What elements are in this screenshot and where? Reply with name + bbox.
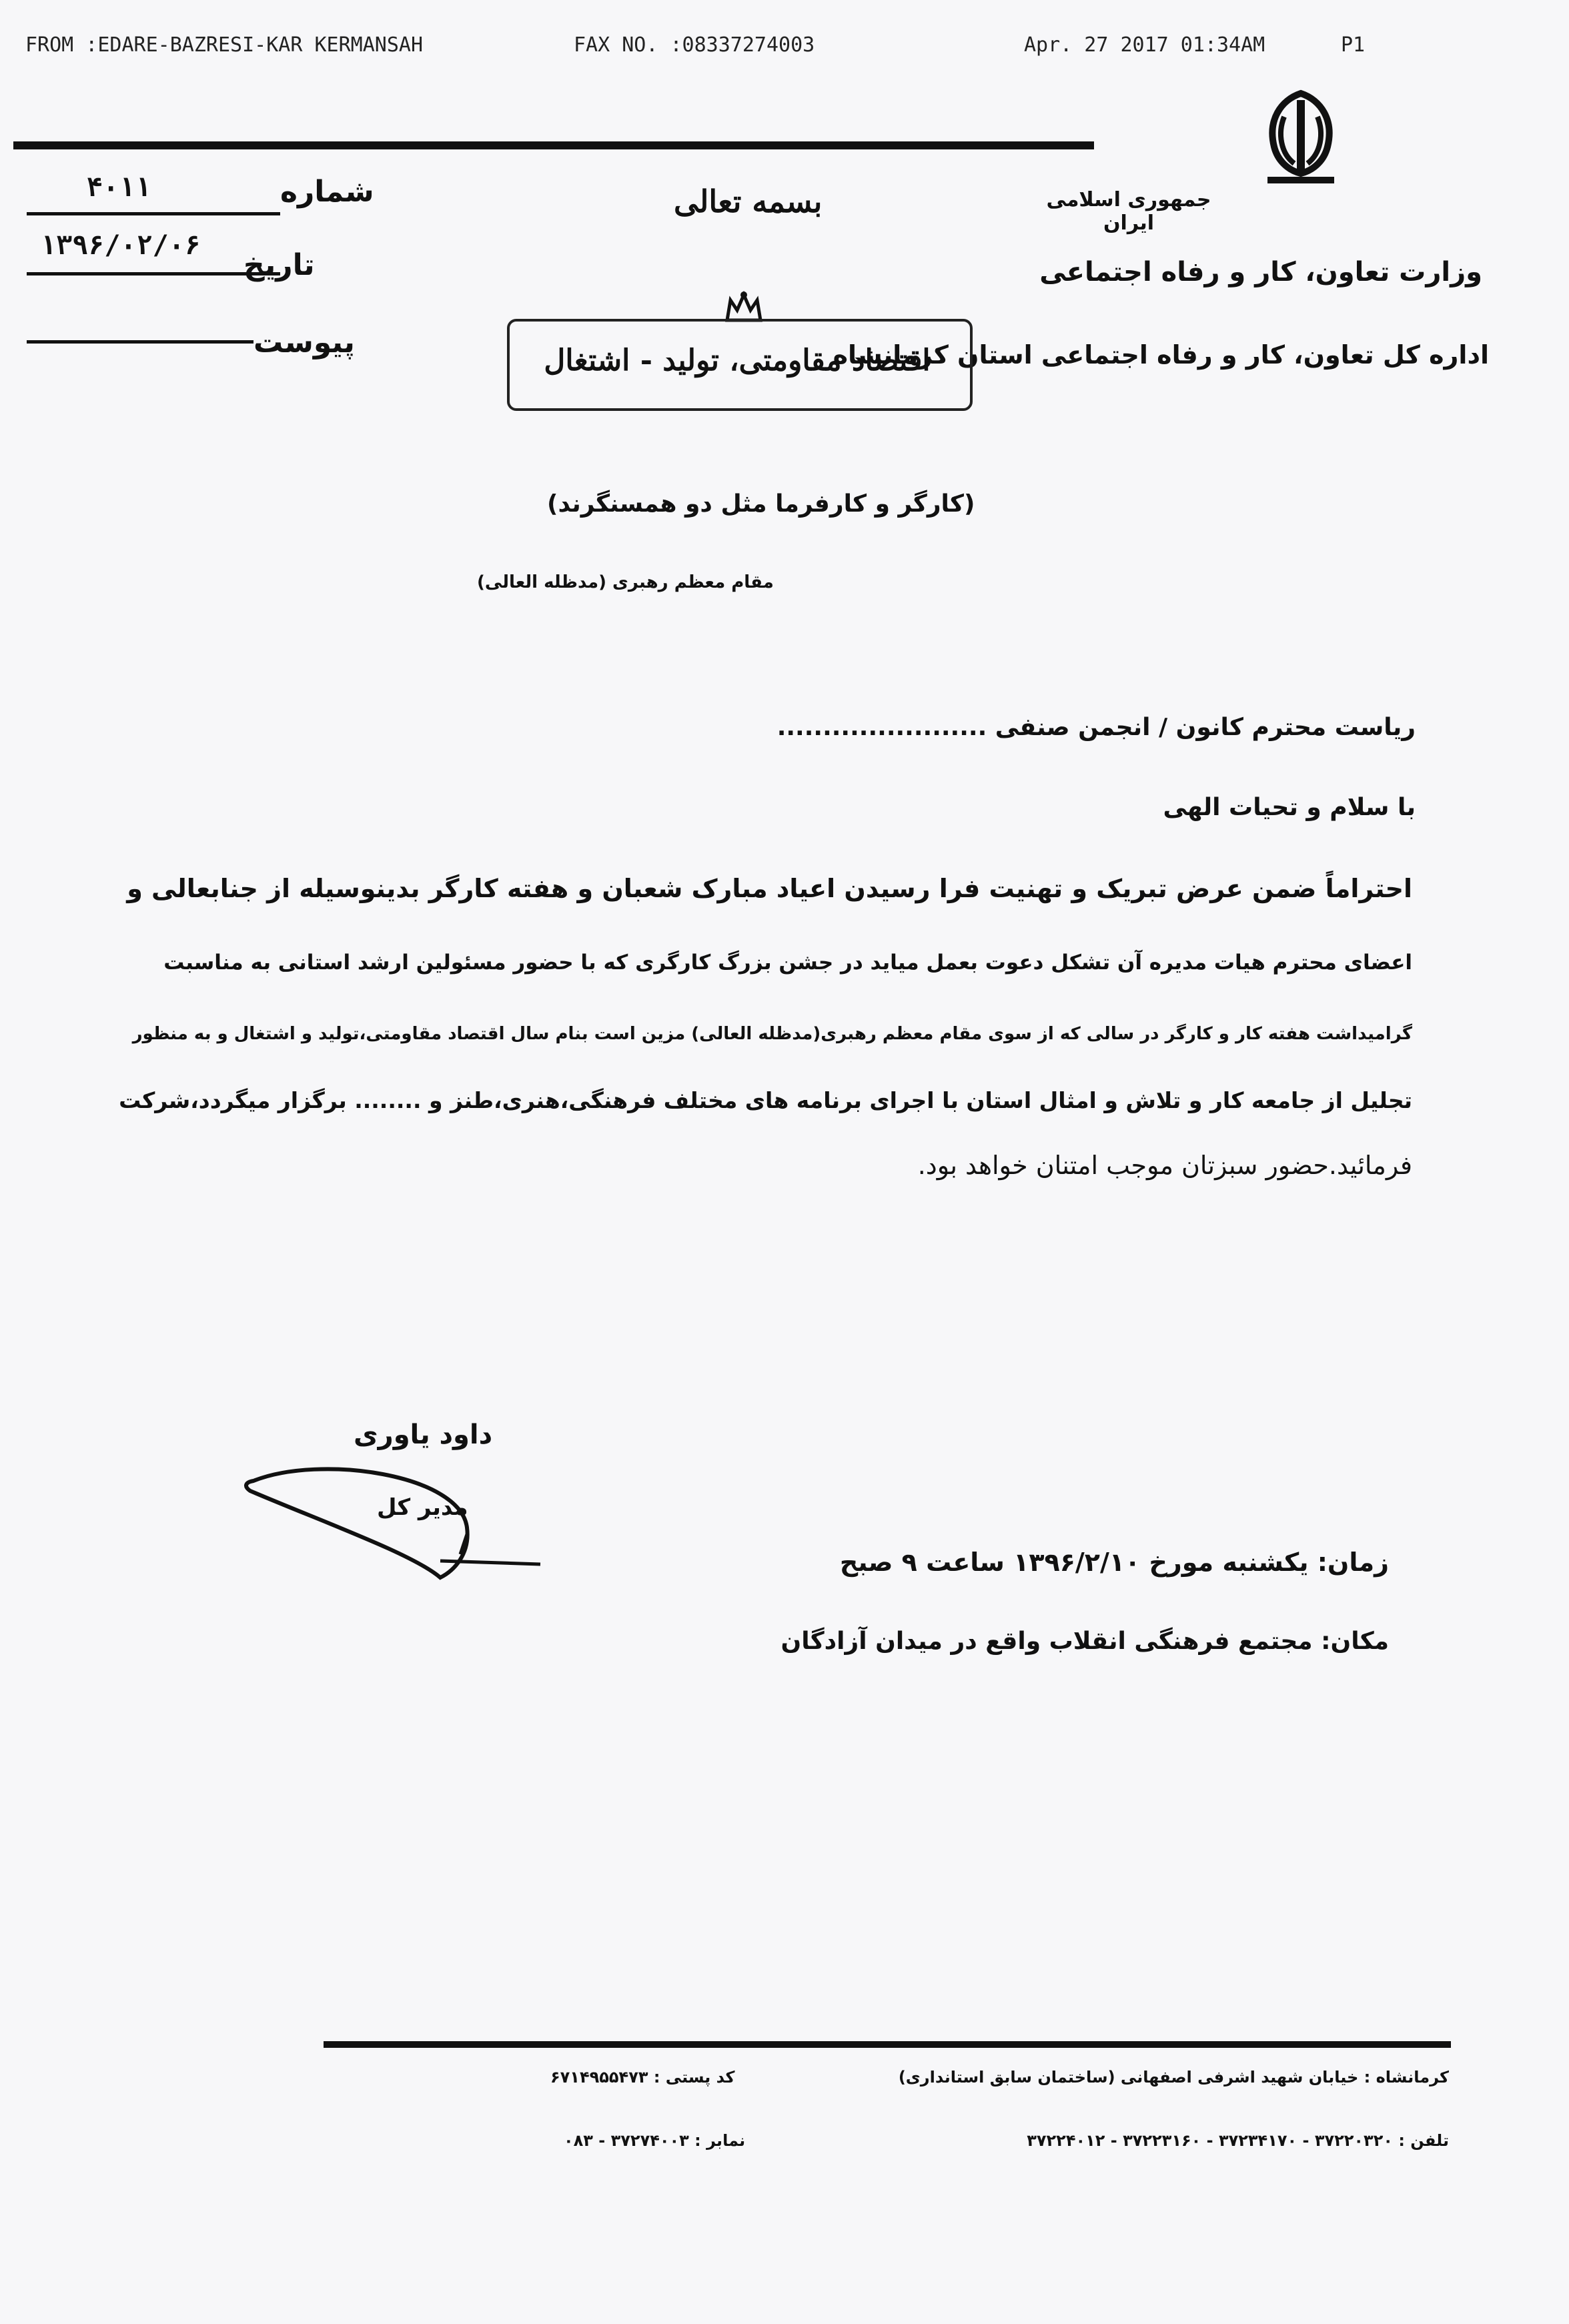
signature-scribble [240,1454,547,1588]
body-line-5: فرمائید.حضور سبزتان موجب امتنان خواهد بود. [917,1151,1412,1180]
footer-rule [324,2041,1451,2048]
attachment-label: پیوست [253,326,355,360]
fax-from: FROM :EDARE-BAZRESI-KAR KERMANSAH [25,33,424,57]
footer-address: کرمانشاه : خیابان شهید اشرفی اصفهانی (ساختمان سابق استانداری) [898,2068,1449,2087]
body-line-2: اعضای محترم هیات مدیره آن تشکل دعوت بعمل میاید در جشن بزرگ کارگری که با حضور مسئولین ارشد استانی به مناسبت [163,951,1412,975]
body-line-1: احتراماً ضمن عرض تبریک و تهنیت فرا رسیدن اعیاد مبارک شعبان و هفته کارگر بدینوسیله از جنابعالی و [127,874,1412,903]
attachment-underline [27,340,253,344]
basmala: بسمه تعالی [674,183,823,219]
greeting: با سلام و تحیات الهی [1163,794,1416,821]
org-line3: اداره کل تعاون، کار و رفاه اجتماعی استان کرمانشاه [833,340,1489,370]
event-time: زمان: یکشنبه مورخ ۱۳۹۶/۲/۱۰ ساعت ۹ صبح [839,1548,1389,1577]
body-line-4: تجلیل از جامعه کار و تلاش و امثال استان با اجرای برنامه های مختلف فرهنگی،هنری،طنز و ........ برگزار میگردد،شرکت [119,1087,1412,1113]
footer-phones: تلفن : ۳۷۲۲۰۳۲۰ - ۳۷۲۳۴۱۷۰ - ۳۷۲۲۳۱۶۰ - ۳۷۲۲۴۰۱۲ [1027,2131,1449,2150]
letter-date-label: تاریخ [243,248,315,282]
event-place: مکان: مجتمع فرهنگی انقلاب واقع در میدان آزادگان [780,1628,1389,1655]
org-line1: جمهوری اسلامی ایران [1046,188,1211,235]
signatory-name: داود یاوری [354,1419,493,1450]
number-underline [27,212,280,215]
top-rule [13,141,1094,149]
date-underline [27,272,280,275]
quote: (کارگر و کارفرما مثل دو همسنگرند) [547,490,975,518]
fax-datetime: Apr. 27 2017 01:34AM [1024,33,1265,57]
footer-postal-code: کد پستی : ۶۷۱۴۹۵۵۴۷۳ [550,2068,735,2087]
letter-date-value: ۱۳۹۶/۰۲/۰۶ [40,230,201,261]
footer-fax: نمابر : ۳۷۲۷۴۰۰۳ - ۰۸۳ [564,2131,746,2150]
org-line2: وزارت تعاون، کار و رفاه اجتماعی [1039,257,1482,287]
quote-source: مقام معظم رهبری (مدظله العالی) [477,572,774,592]
letter-number-label: شماره [280,175,374,209]
slogan: اقتصاد مقاومتی، تولید - اشتغال [544,344,931,378]
signatory-title: مدیر کل [377,1494,468,1521]
recipient: ریاست محترم کانون / انجمن صنفی ....................... [776,714,1416,741]
emblem-icon [1241,80,1361,193]
body-line-3: گرامیداشت هفته کار و کارگر در سالی که از سوی مقام معظم رهبری(مدظله العالی) مزین است بنام سال اقتصاد مقاومتی،تولید و اشتغال و به منظور [132,1024,1412,1044]
fax-number: FAX NO. :08337274003 [574,33,815,57]
fax-page: P1 [1341,33,1366,57]
letter-number-value: ۴۰۱۱ [87,172,151,203]
